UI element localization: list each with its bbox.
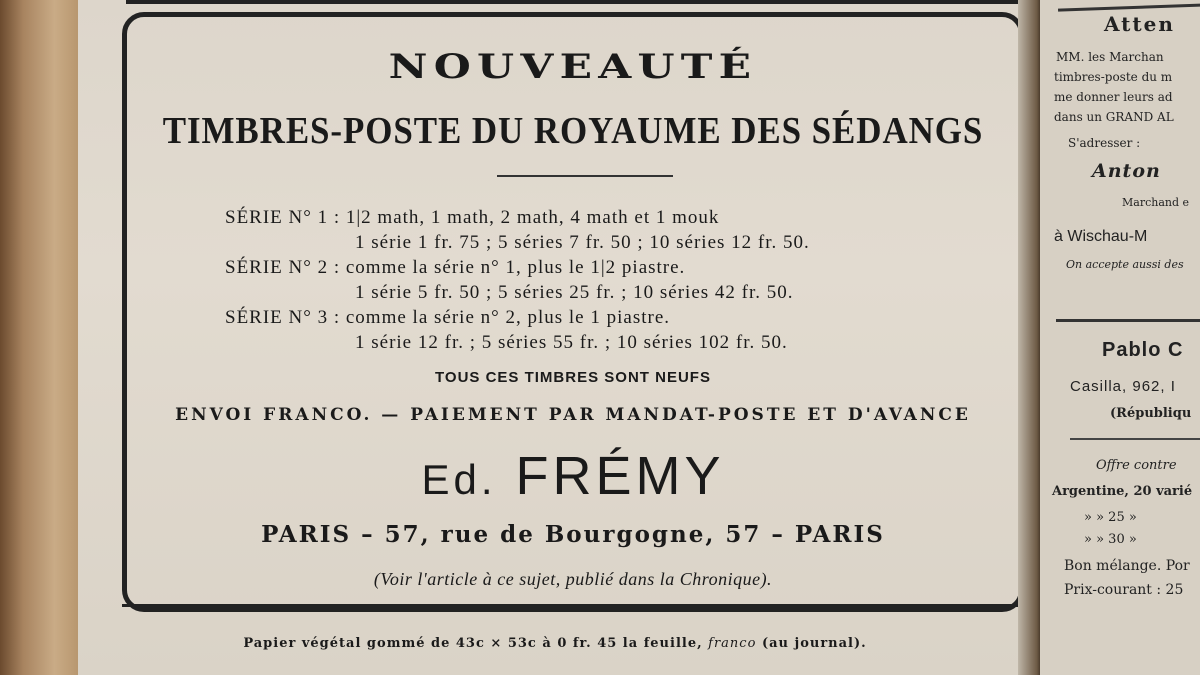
serie-2-prices: 1 série 5 fr. 50 ; 5 séries 25 fr. ; 10 séries 42 fr. 50. xyxy=(355,282,794,303)
right-line-1: MM. les Marchan xyxy=(1056,50,1164,64)
advertisement-frame xyxy=(122,12,1024,612)
merchant-address: PARIS – 57, rue de Bourgogne, 57 – PARIS xyxy=(261,521,885,548)
right-short-rule xyxy=(1070,438,1200,440)
ad-title: TIMBRES-POSTE DU ROYAUME DES SÉDANGS xyxy=(162,110,984,152)
right-line-5: S'adresser : xyxy=(1068,136,1141,150)
right-anton: Anton xyxy=(1092,160,1161,182)
footer-italic: franco xyxy=(708,636,757,651)
serie-2-description: SÉRIE N° 2 : comme la série n° 1, plus le 1|2 piastre. xyxy=(225,257,686,278)
bottom-rule xyxy=(122,604,1024,607)
serie-3-description: SÉRIE N° 3 : comme la série n° 2, plus le 1 piastre. xyxy=(225,307,671,328)
page-edge xyxy=(0,0,78,675)
article-note: (Voir l'article à ce sujet, publié dans la Chronique). xyxy=(373,569,773,589)
main-page xyxy=(78,0,1032,675)
ad-divider xyxy=(497,175,673,177)
right-line-2: timbres-poste du m xyxy=(1054,70,1173,84)
footer-notice xyxy=(78,636,1032,651)
merchant-prefix: Ed. xyxy=(421,456,497,503)
right-republique: (Républiqu xyxy=(1110,406,1192,421)
right-line-4: dans un GRAND AL xyxy=(1054,110,1174,124)
shipping-terms: ENVOI FRANCO. — PAIEMENT PAR MANDAT-POSTE ET D'AVANCE xyxy=(175,405,971,425)
right-offre: Offre contre xyxy=(1096,458,1177,473)
right-pablo: Pablo C xyxy=(1102,339,1184,361)
right-prix-courant: Prix-courant : 25 xyxy=(1064,582,1184,598)
right-accepte: On accepte aussi des xyxy=(1066,258,1184,271)
right-row-25: » » 25 » xyxy=(1084,510,1137,525)
right-line-3: me donner leurs ad xyxy=(1054,90,1173,104)
serie-1-prices: 1 série 1 fr. 75 ; 5 séries 7 fr. 50 ; 10 séries 12 fr. 50. xyxy=(355,232,810,253)
right-casilla: Casilla, 962, I xyxy=(1070,378,1176,395)
right-argentine: Argentine, 20 varié xyxy=(1052,484,1193,499)
right-mid-rule xyxy=(1056,319,1200,322)
right-wischau: à Wischau-M xyxy=(1054,228,1148,245)
merchant-surname: FRÉMY xyxy=(515,446,725,506)
right-heading: Atten xyxy=(1104,12,1175,36)
right-top-rule xyxy=(1058,3,1200,11)
ad-heading: NOUVEAUTÉ xyxy=(388,47,758,87)
right-page xyxy=(1040,0,1200,675)
right-row-30: » » 30 » xyxy=(1084,532,1137,547)
right-bon-melange: Bon mélange. Por xyxy=(1064,558,1190,574)
top-rule xyxy=(126,0,1026,4)
footer-text-2: (au journal). xyxy=(761,636,867,651)
right-marchand: Marchand e xyxy=(1122,196,1190,209)
footer-text-1: Papier végétal gommé de 43c × 53c à 0 fr. 45 la feuille, xyxy=(243,636,703,651)
merchant-name xyxy=(127,445,1019,507)
serie-3-prices: 1 série 12 fr. ; 5 séries 55 fr. ; 10 séries 102 fr. 50. xyxy=(355,332,788,353)
serie-1-description: SÉRIE N° 1 : 1|2 math, 1 math, 2 math, 4 math et 1 mouk xyxy=(225,207,720,228)
new-stamps-notice: TOUS CES TIMBRES SONT NEUFS xyxy=(435,369,711,386)
